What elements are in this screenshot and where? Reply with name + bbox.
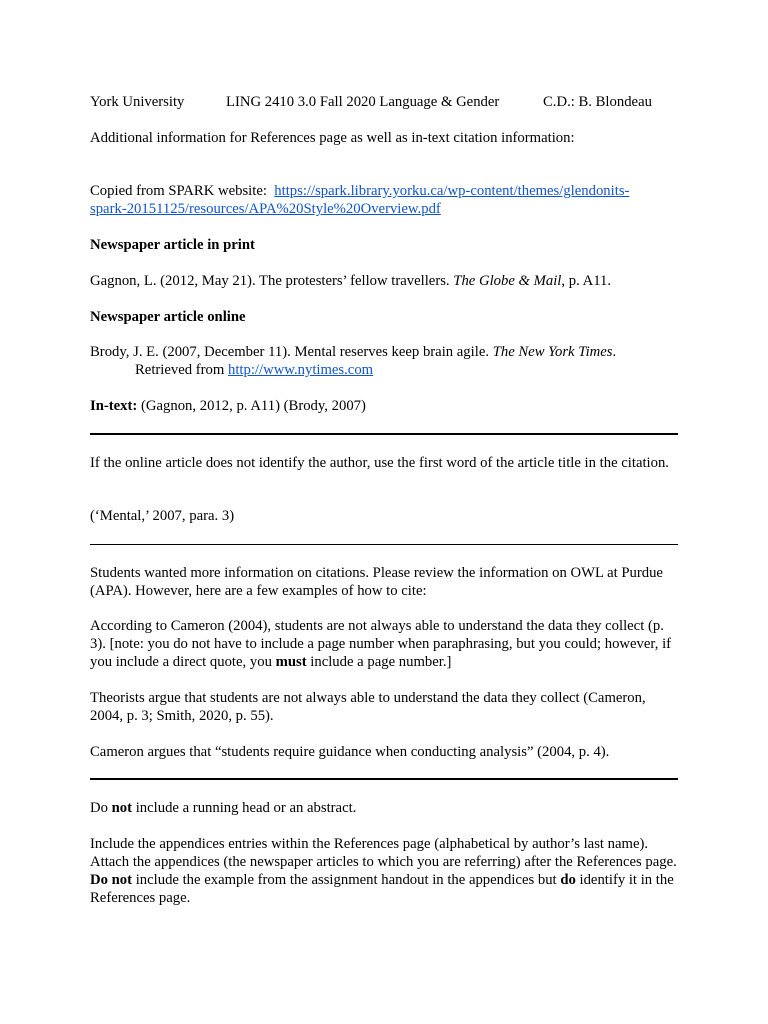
- header-instructor: C.D.: B. Blondeau: [543, 94, 652, 110]
- print-citation: Gagnon, L. (2012, May 21). The protesters’ fellow travellers. The Globe & Mail, p. A11.: [90, 273, 612, 289]
- citation-example-2: Theorists argue that students are not always able to understand the data they collect (Cameron, 2004, p. 3; Smith, 2020, p. 55).: [90, 690, 646, 724]
- appendices-paragraph: Include the appendices entries within the References page (alphabetical by author’s last name). Attach the appendices (the newspaper articles to which you are referring) after the References page. Do not include the example from the assignment handout in the appendices but do identify it in the References page.: [90, 836, 677, 906]
- online-retrieved: Retrieved from http://www.nytimes.com: [135, 362, 374, 378]
- spark-link[interactable]: https://spark.library.yorku.ca/wp-content/themes/glendonits- spark-20151125/resources/APA%20Style%20Overview.pdf: [90, 183, 630, 217]
- header-institution: York University: [90, 94, 185, 110]
- divider-1: [90, 433, 678, 435]
- online-citation: Brody, J. E. (2007, December 11). Mental reserves keep brain agile. The New York Times.: [90, 344, 617, 360]
- no-author-paragraph: If the online article does not identify the author, use the first word of the article title in the citation.: [90, 455, 669, 471]
- print-heading: Newspaper article in print: [90, 237, 255, 253]
- intext-line: In-text: (Gagnon, 2012, p. A11) (Brody, 2007): [90, 398, 366, 414]
- source-paragraph: [90, 182, 678, 218]
- citation-example-3: Cameron argues that “students require guidance when conducting analysis” (2004, p. 4).: [90, 744, 610, 760]
- divider-3: [90, 778, 678, 780]
- citation-example-1: According to Cameron (2004), students are not always able to understand the data they collect (p. 3). [note: you do not have to include a page number when paraphrasing, but you could; however, if you include a direct quote, you must include a page number.]: [90, 618, 672, 670]
- nytimes-link[interactable]: http://www.nytimes.com: [228, 362, 374, 378]
- no-author-example: (‘Mental,’ 2007, para. 3): [90, 508, 235, 524]
- header-course: LING 2410 3.0 Fall 2020 Language & Gender: [226, 94, 500, 110]
- running-head-note: Do not include a running head or an abstract.: [90, 800, 357, 816]
- online-heading: Newspaper article online: [90, 309, 246, 325]
- citations-intro: Students wanted more information on citations. Please review the information on OWL at Purdue (APA). However, here are a few examples of how to cite:: [90, 565, 663, 599]
- divider-2: [90, 544, 678, 545]
- source-prefix: Copied from SPARK website:: [90, 183, 267, 199]
- intro-text: Additional information for References page as well as in-text citation information:: [90, 130, 575, 146]
